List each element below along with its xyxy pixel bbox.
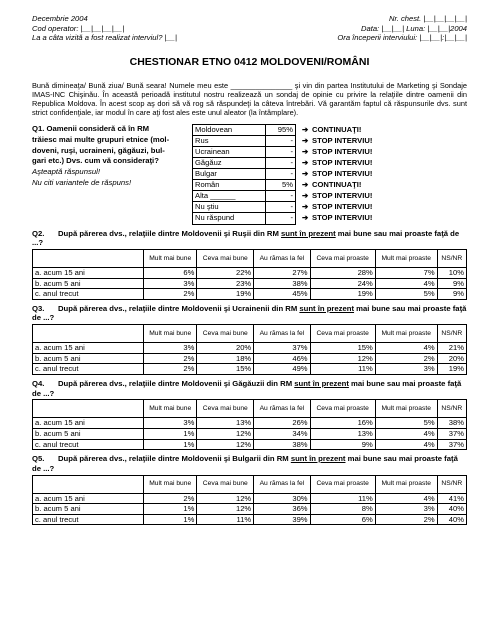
q1-option-action: [296, 169, 375, 180]
question-text: După părerea dvs., relaţiile dintre Moldovenii şi Bulgarii din RM: [58, 454, 291, 464]
column-header: Mult mai bune: [144, 325, 197, 343]
q1-text-line: gari etc.) Dvs. cum vă consideraţi?: [32, 156, 159, 166]
q1-action-text: STOP INTERVIU!: [312, 157, 373, 167]
percent-cell: 26%: [254, 418, 310, 429]
q1-option-label: Nu răspund: [193, 213, 266, 224]
question-text-end: mai bune sau mai proaste faţă de ...?: [32, 228, 460, 248]
percent-cell: 15%: [197, 364, 254, 375]
percent-cell: 11%: [310, 364, 375, 375]
column-header: Ceva mai bune: [197, 475, 254, 493]
percent-cell: 2%: [375, 353, 437, 364]
percent-cell: 4%: [375, 439, 437, 450]
column-header: Mult mai bune: [144, 249, 197, 267]
row-label: a. acum 15 ani: [33, 267, 144, 278]
page-header: [32, 14, 467, 43]
percent-cell: 12%: [197, 428, 254, 439]
table-row: [33, 428, 467, 439]
percent-cell: 18%: [197, 353, 254, 364]
percent-cell: 4%: [375, 428, 437, 439]
q1-option-value: -: [266, 202, 296, 213]
row-label: b. acum 5 ani: [33, 353, 144, 364]
q1-option-value: 95%: [266, 124, 296, 135]
percent-cell: 40%: [437, 504, 466, 515]
questions-section: [32, 229, 467, 526]
percent-cell: 19%: [197, 289, 254, 300]
column-header: Mult mai proaste: [375, 249, 437, 267]
percent-cell: 21%: [437, 343, 466, 354]
percent-cell: 37%: [254, 343, 310, 354]
column-header: NS/NR: [437, 249, 466, 267]
column-header: Mult mai bune: [144, 400, 197, 418]
question-emphasis: sunt în prezent: [294, 378, 349, 388]
row-label: b. acum 5 ani: [33, 504, 144, 515]
percent-cell: 16%: [310, 418, 375, 429]
table-row: [33, 364, 467, 375]
percent-cell: 4%: [375, 343, 437, 354]
q1-option-label: Rus: [193, 135, 266, 146]
row-label: c. anul trecut: [33, 364, 144, 375]
column-header: Ceva mai proaste: [310, 475, 375, 493]
percent-cell: 3%: [144, 343, 197, 354]
arrow-right-icon: ➔: [302, 124, 309, 134]
percent-cell: 12%: [197, 493, 254, 504]
q1-action-text: STOP INTERVIU!: [312, 191, 373, 201]
table-row: [33, 353, 467, 364]
question-heading: [32, 379, 467, 398]
q1-action-text: CONTINUAŢI!: [312, 124, 362, 134]
response-table: [32, 399, 467, 450]
table-row: [33, 267, 467, 278]
percent-cell: 24%: [310, 278, 375, 289]
header-visit-number: La a câta vizită a fost realizat interviul? |__|: [32, 33, 177, 42]
empty-header-cell: [33, 325, 144, 343]
row-label: c. anul trecut: [33, 289, 144, 300]
q1-option-label: Român: [193, 180, 266, 191]
percent-cell: 13%: [197, 418, 254, 429]
q1-options-table: [192, 124, 375, 225]
q1-block: [32, 124, 467, 225]
q1-option-action: [296, 124, 375, 135]
table-row: [33, 289, 467, 300]
column-header: Au rămas la fel: [254, 249, 310, 267]
percent-cell: 20%: [437, 353, 466, 364]
question-emphasis: sunt în prezent: [299, 303, 355, 313]
percent-cell: 4%: [375, 493, 437, 504]
response-header-row: [33, 400, 467, 418]
percent-cell: 9%: [437, 278, 466, 289]
percent-cell: 1%: [144, 504, 197, 515]
table-row: [33, 418, 467, 429]
q1-action-text: STOP INTERVIU!: [312, 169, 373, 179]
percent-cell: 1%: [144, 439, 197, 450]
column-header: Ceva mai proaste: [310, 325, 375, 343]
table-row: [33, 343, 467, 354]
column-header: Mult mai bune: [144, 475, 197, 493]
question-heading: [32, 304, 467, 323]
question-text-end: mai bune sau mai proaste faţă de ...?: [32, 454, 458, 473]
q1-option-row: [193, 135, 375, 146]
q1-option-row: [193, 124, 375, 135]
percent-cell: 30%: [254, 493, 310, 504]
q1-option-row: [193, 202, 375, 213]
percent-cell: 36%: [254, 504, 310, 515]
question-number: Q5.: [32, 454, 45, 464]
column-header: Ceva mai proaste: [310, 249, 375, 267]
q1-option-row: [193, 169, 375, 180]
response-table: [32, 324, 467, 375]
q1-text-line: Aşteaptă răspunsul!: [32, 167, 100, 177]
question-emphasis: sunt în prezent: [281, 228, 336, 238]
question-heading: [32, 454, 467, 473]
percent-cell: 5%: [375, 418, 437, 429]
q1-option-value: 5%: [266, 180, 296, 191]
q1-option-label: Moldovean: [193, 124, 266, 135]
percent-cell: 9%: [310, 439, 375, 450]
header-interview-date: Data: |__|__| Luna: |__|__|2004: [361, 23, 467, 33]
percent-cell: 7%: [375, 267, 437, 278]
q1-option-value: -: [266, 213, 296, 224]
q1-action-text: STOP INTERVIU!: [312, 213, 373, 223]
document-title: CHESTIONAR ETNO 0412 MOLDOVENI/ROMÂNI: [129, 55, 370, 68]
percent-cell: 15%: [310, 343, 375, 354]
column-header: NS/NR: [437, 475, 466, 493]
percent-cell: 34%: [254, 428, 310, 439]
column-header: NS/NR: [437, 400, 466, 418]
row-label: b. acum 5 ani: [33, 278, 144, 289]
question-text-end: mai bune sau mai proaste faţă de ...?: [32, 303, 467, 323]
q1-text-line: Q1. Oamenii consideră că în RM: [32, 123, 150, 133]
question-number: Q4.: [32, 378, 45, 388]
percent-cell: 4%: [375, 278, 437, 289]
column-header: Ceva mai bune: [197, 325, 254, 343]
q1-option-action: [296, 180, 375, 191]
q1-option-row: [193, 180, 375, 191]
header-operator-code: Cod operator: |__|__|__|__|: [32, 23, 125, 33]
percent-cell: 6%: [144, 267, 197, 278]
arrow-right-icon: ➔: [302, 202, 309, 212]
percent-cell: 1%: [144, 428, 197, 439]
q1-text-line: trăiesc mai multe grupuri etnice (mol-: [32, 134, 170, 144]
q1-option-action: [296, 157, 375, 168]
percent-cell: 19%: [310, 289, 375, 300]
column-header: Au rămas la fel: [254, 475, 310, 493]
q1-option-row: [193, 191, 375, 202]
arrow-right-icon: ➔: [302, 157, 309, 167]
percent-cell: 38%: [437, 418, 466, 429]
q1-option-value: -: [266, 157, 296, 168]
arrow-right-icon: ➔: [302, 213, 309, 223]
percent-cell: 19%: [437, 364, 466, 375]
arrow-right-icon: ➔: [302, 135, 309, 145]
row-label: a. acum 15 ani: [33, 418, 144, 429]
response-table: [32, 249, 467, 300]
column-header: Au rămas la fel: [254, 400, 310, 418]
question-number: Q2.: [32, 228, 45, 238]
percent-cell: 8%: [310, 504, 375, 515]
percent-cell: 1%: [144, 514, 197, 525]
q1-option-label: Alta ______: [193, 191, 266, 202]
column-header: Mult mai proaste: [375, 325, 437, 343]
response-header-row: [33, 475, 467, 493]
row-label: a. acum 15 ani: [33, 493, 144, 504]
percent-cell: 28%: [310, 267, 375, 278]
question-text: După părerea dvs., relaţiile dintre Moldovenii şi Găgăuzii din RM: [58, 378, 295, 388]
column-header: Au rămas la fel: [254, 325, 310, 343]
percent-cell: 2%: [144, 493, 197, 504]
table-row: [33, 278, 467, 289]
q1-question-text: [32, 124, 192, 225]
q1-text-line: Nu citi variantele de răspuns!: [32, 178, 132, 188]
table-row: [33, 514, 467, 525]
percent-cell: 20%: [197, 343, 254, 354]
arrow-right-icon: ➔: [302, 146, 309, 156]
percent-cell: 45%: [254, 289, 310, 300]
row-label: c. anul trecut: [33, 514, 144, 525]
empty-header-cell: [33, 400, 144, 418]
response-table: [32, 475, 467, 526]
percent-cell: 11%: [197, 514, 254, 525]
percent-cell: 12%: [197, 439, 254, 450]
percent-cell: 12%: [310, 353, 375, 364]
q1-action-text: STOP INTERVIU!: [312, 135, 373, 145]
question-heading: [32, 229, 467, 248]
question-number: Q3.: [32, 303, 45, 313]
question-text: După părerea dvs., relaţiile dintre Moldovenii şi Ruşii din RM: [58, 228, 281, 238]
percent-cell: 37%: [437, 428, 466, 439]
q1-action-text: CONTINUAŢI!: [312, 180, 362, 190]
percent-cell: 3%: [375, 504, 437, 515]
percent-cell: 10%: [437, 267, 466, 278]
question-text-end: mai bune sau mai proaste faţă de ...?: [32, 378, 462, 398]
q1-text-line: doveni, ruşi, ucraineni, găgăuzi, bul-: [32, 145, 165, 155]
header-start-time: Ora începerii interviului: |__|__|:|__|__|: [337, 33, 467, 42]
row-label: a. acum 15 ani: [33, 343, 144, 354]
q1-option-value: -: [266, 135, 296, 146]
header-date: Decembrie 2004: [32, 14, 88, 23]
percent-cell: 3%: [144, 418, 197, 429]
percent-cell: 23%: [197, 278, 254, 289]
row-label: c. anul trecut: [33, 439, 144, 450]
percent-cell: 12%: [197, 504, 254, 515]
column-header: Ceva mai bune: [197, 249, 254, 267]
percent-cell: 2%: [375, 514, 437, 525]
percent-cell: 38%: [254, 439, 310, 450]
q1-option-label: Nu ştiu: [193, 202, 266, 213]
q1-option-label: Bulgar: [193, 169, 266, 180]
header-right: [337, 14, 467, 43]
percent-cell: 3%: [375, 364, 437, 375]
percent-cell: 37%: [437, 439, 466, 450]
arrow-right-icon: ➔: [302, 191, 309, 201]
table-row: [33, 439, 467, 450]
header-left: [32, 14, 177, 43]
column-header: Mult mai proaste: [375, 400, 437, 418]
q1-option-label: Ucrainean: [193, 146, 266, 157]
q1-option-value: -: [266, 146, 296, 157]
percent-cell: 2%: [144, 364, 197, 375]
percent-cell: 9%: [437, 289, 466, 300]
percent-cell: 27%: [254, 267, 310, 278]
percent-cell: 5%: [375, 289, 437, 300]
q1-option-action: [296, 135, 375, 146]
percent-cell: 3%: [144, 278, 197, 289]
intro-paragraph: Bună dimineaţa/ Bună ziua/ Bună seara! Numele meu este _______________ şi vin din partea Institutului de Marketing şi Sondaje IMAS-INC Chişinău. În această perioadă institutul nostru realizează un sondaj de opinie cu privire la relaţiile dintre oamenii din Republica Moldova. În acest scop aş dori să vă rog să răspundeţi la câteva întrebări. Vă garantăm faptul că răspunsurile dvs. sunt strict confidenţiale, iar modul în care aţi fost ales este unul aleator (la întâmplare).: [32, 80, 467, 118]
q1-action-text: STOP INTERVIU!: [312, 202, 373, 212]
column-header: Ceva mai bune: [197, 400, 254, 418]
question-text: După părerea dvs., relaţiile dintre Moldovenii şi Ucrainenii din RM: [58, 303, 300, 313]
q1-option-value: -: [266, 169, 296, 180]
arrow-right-icon: ➔: [302, 180, 309, 190]
percent-cell: 13%: [310, 428, 375, 439]
q1-option-row: [193, 146, 375, 157]
percent-cell: 40%: [437, 514, 466, 525]
percent-cell: 22%: [197, 267, 254, 278]
q1-option-action: [296, 202, 375, 213]
response-header-row: [33, 249, 467, 267]
q1-option-row: [193, 157, 375, 168]
q1-option-value: -: [266, 191, 296, 202]
percent-cell: 6%: [310, 514, 375, 525]
table-row: [33, 493, 467, 504]
arrow-right-icon: ➔: [302, 169, 309, 179]
row-label: b. acum 5 ani: [33, 428, 144, 439]
empty-header-cell: [33, 249, 144, 267]
percent-cell: 49%: [254, 364, 310, 375]
percent-cell: 39%: [254, 514, 310, 525]
column-header: Mult mai proaste: [375, 475, 437, 493]
percent-cell: 46%: [254, 353, 310, 364]
percent-cell: 2%: [144, 289, 197, 300]
column-header: Ceva mai proaste: [310, 400, 375, 418]
percent-cell: 2%: [144, 353, 197, 364]
q1-option-action: [296, 213, 375, 224]
q1-option-row: [193, 213, 375, 224]
empty-header-cell: [33, 475, 144, 493]
column-header: NS/NR: [437, 325, 466, 343]
percent-cell: 11%: [310, 493, 375, 504]
q1-action-text: STOP INTERVIU!: [312, 146, 373, 156]
table-row: [33, 504, 467, 515]
q1-option-action: [296, 146, 375, 157]
q1-option-label: Găgăuz: [193, 157, 266, 168]
q1-option-action: [296, 191, 375, 202]
question-emphasis: sunt în prezent: [290, 454, 346, 464]
response-header-row: [33, 325, 467, 343]
percent-cell: 38%: [254, 278, 310, 289]
percent-cell: 41%: [437, 493, 466, 504]
header-questionnaire-number: Nr. chest. |__|__|__|__|: [389, 14, 467, 23]
